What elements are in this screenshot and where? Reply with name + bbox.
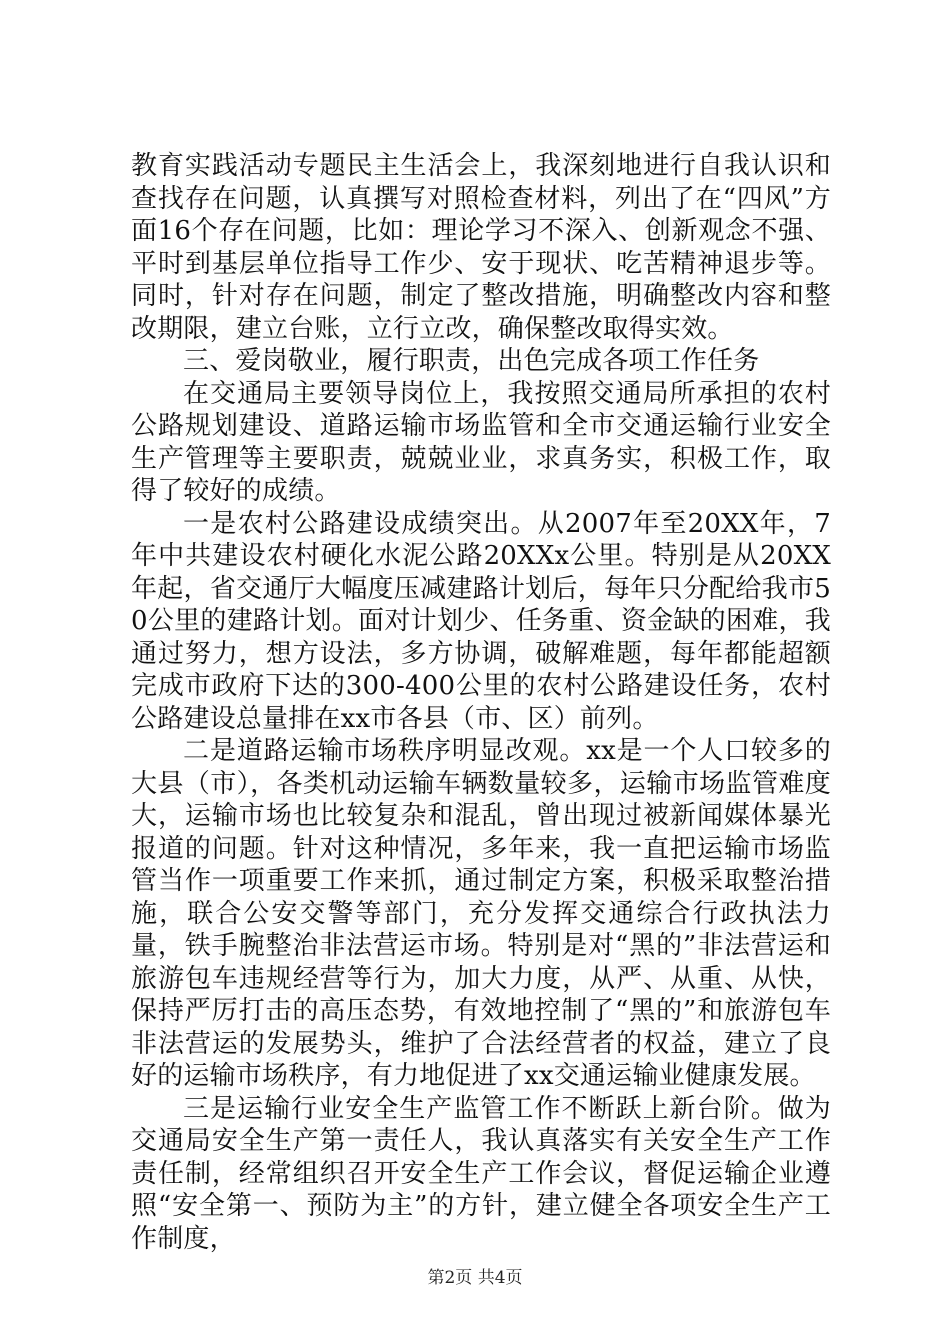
- paragraph-safety-supervision: 三是运输行业安全生产监管工作不断跃上新台阶。做为交通局安全生产第一责任人，我认真落实有关安全生产工作责任制，经常组织召开安全生产工作会议，督促运输企业遵照“安全第一、预防为主”的方针，建立健全各项安全生产工作制度，: [131, 1093, 831, 1254]
- page-number-footer: 第2页 共4页: [427, 1268, 523, 1288]
- document-body: [131, 150, 831, 1255]
- paragraph-duties-intro: 在交通局主要领导岗位上，我按照交通局所承担的农村公路规划建设、道路运输市场监管和全市交通运输行业安全生产管理等主要职责，兢兢业业，求真务实，积极工作，取得了较好的成绩。: [131, 378, 831, 506]
- paragraph-transport-market: 二是道路运输市场秩序明显改观。xx是一个人口较多的大县（市），各类机动运输车辆数量较多，运输市场监管难度大，运输市场也比较复杂和混乱，曾出现过被新闻媒体暴光报道的问题。针对这种情况，多年来，我一直把运输市场监管当作一项重要工作来抓，通过制定方案，积极采取整治措施，联合公安交警等部门，充分发挥交通综合行政执法力量，铁手腕整治非法营运市场。特别是对“黑的”非法营运和旅游包车违规经营等行为，加大力度，从严、从重、从快，保持严厉打击的高压态势，有效地控制了“黑的”和旅游包车非法营运的发展势头，维护了合法经营者的权益，建立了良好的运输市场秩序，有力地促进了xx交通运输业健康发展。: [131, 736, 831, 1091]
- paragraph-rural-roads: 一是农村公路建设成绩突出。从2007年至20XX年，7年中共建设农村硬化水泥公路20XXx公里。特别是从20XX年起，省交通厅大幅度压减建路计划后，每年只分配给我市50公里的建路计划。面对计划少、任务重、资金缺的困难，我通过努力，想方设法，多方协调，破解难题，每年都能超额完成市政府下达的300-400公里的农村公路建设任务，农村公路建设总量排在xx市各县（市、区）前列。: [131, 508, 831, 734]
- paragraph-continuation: 教育实践活动专题民主生活会上，我深刻地进行自我认识和查找存在问题，认真撰写对照检查材料，列出了在“四风”方面16个存在问题，比如：理论学习不深入、创新观念不强、平时到基层单位指导工作少、安于现状、吃苦精神退步等。同时，针对存在问题，制定了整改措施，明确整改内容和整改期限，建立台账，立行立改，确保整改取得实效。: [131, 151, 831, 344]
- section-heading-three: 三、爱岗敬业，履行职责，出色完成各项工作任务: [183, 346, 760, 376]
